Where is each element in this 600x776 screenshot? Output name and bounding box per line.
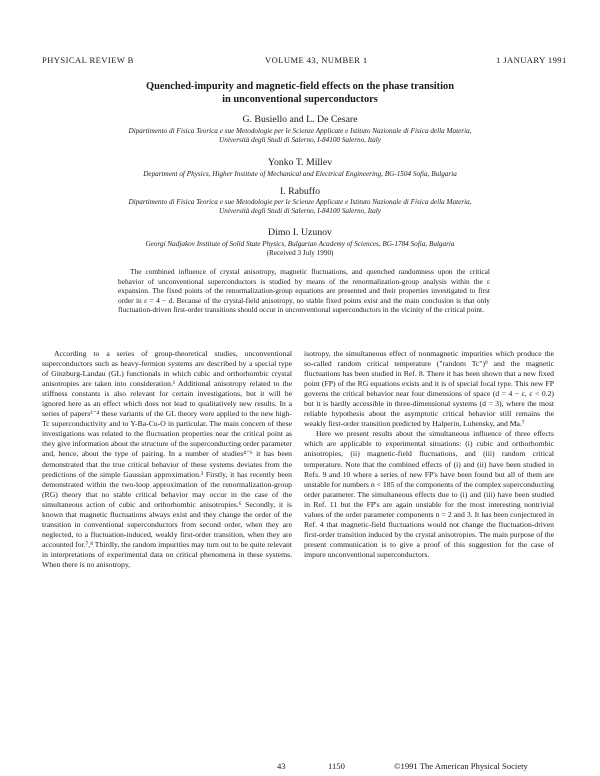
body-paragraph-3: Here we present results about the simultaneous influence of three effects which are applicable to experimental situations: (i) cubic and orthorhombic anisotropies, (ii) magnetic-field fluctuations, and (iii) random critical temperature. Note that the combined effects of (i) and (ii) have been studied in Refs. 9 and 10 where a series of new FP's have been found but all of them are unstable for numbers n < 185 of the components of the complex superconducting order parameter. The simultaneous effects due to (i) and (iii) have been studied in Ref. 11 but the FP's are again unstable for the most interesting nontrivial values of the order parameter components n = 2 and 3. It has been conjectured in Ref. 4 that magnetic-field fluctuations would not change the fluctuation-driven first-order transition induced by the crystal anisotropies. The main purpose of the present communication is to give a proof of this suggestion for the case of impure unconventional superconductors.	[304, 429, 554, 559]
body-paragraph-1: According to a series of group-theoretical studies, unconventional superconductors such as heavy-fermion systems are described by a special type of Ginzburg-Landau (GL) functionals in which cubic and orthorhombic crystal anisotropies are taken into consideration.¹ Additional anisotropy related to the stiffness constants is also relevant for certain investigations, but it will be ignored here as an effect which does not lead to qualitatively new results. In a series of papers²⁻⁴ these variants of the GL theory were applied to the new high-Tc superconductivity and to Y-Ba-Cu-O in particular. The main concern of these investigations was related to the fluctuation properties near the critical point as they give information about the structure of the superconducting order parameter and, hence, about the type of pairing. In a number of studies⁴⁻⁶ it has been demonstrated that the true critical behavior of these systems deviates from the predictions of the simple Gaussian approximation.³ Firstly, it has recently been demonstrated within the two-loop approximation of the renormalization-group (RG) theory that no stable critical behavior may occur in the case of the simultaneous action of cubic and orthorhombic anisotropies.⁶ Secondly, it is known that magnetic fluctuations always exist and they change the order of the transition in conventional superconductors from second order, when they are neglected, to a fluctuation-induced, weakly first-order transition, when they are accounted for.⁷,⁸ Thirdly, the random impurities may turn out to be quite relevant in interpretations of experimental data on critical phenomena in these systems. When there is no anisotropy,	[42, 349, 292, 569]
body-column-left	[42, 349, 292, 570]
abstract: The combined influence of crystal anisotropy, magnetic fluctuations, and quenched randomness upon the critical behavior of unconventional superconductors is studied by means of the renormalization-group analysis within the ε expansion. The fixed points of the renormalization-group equations are presented and their properties investigated to first order in ε = 4 − d. Because of the crystal-field anisotropy, no stable fixed points exist and the main conclusion is that only fluctuation-driven first-order transitions should occur in unconventional superconductors in the vicinity of the critical point.	[118, 267, 490, 315]
affiliation-1: Dipartimento di Fisica Teorica e sue Metodologie per le Scienze Applicate e Istituto Nazionale di Fisica della Materia, Università degli Studi di Salerno, I-84100 Salerno, Italy	[128, 127, 472, 144]
footer-volume: 43	[277, 761, 286, 771]
title-line-2: in unconventional superconductors	[222, 94, 378, 105]
affiliation-3: Dipartimento di Fisica Teorica e sue Metodologie per le Scienze Applicate e Istituto Nazionale di Fisica della Materia, Università degli Studi di Salerno, I-84100 Salerno, Italy	[128, 198, 472, 215]
authors-3: I. Rabuffo	[279, 186, 321, 197]
body-column-right	[304, 349, 554, 560]
body-paragraph-2: isotropy, the simultaneous effect of nonmagnetic impurities which produce the so-called random critical temperature ("random Tc")⁹ and the magnetic fluctuations has been studied in Ref. 8. There it has been shown that a new fixed point (FP) of the RG equations exists and it is of special focal type. This new FP governs the critical behavior near four dimensions of space (d = 4 − ε, ε < 0.2) but it is hardly accessible in three-dimensional systems (d = 3), where the most reliable hypothesis about the asymptotic critical behavior still remains the weakly first-order transition predicted by Halperin, Lubensky, and Ma.⁷	[304, 349, 554, 429]
footer-copyright: ©1991 The American Physical Society	[394, 761, 528, 771]
authors-1: G. Busiello and L. De Cesare	[242, 114, 358, 125]
issue-date: 1 JANUARY 1991	[496, 55, 567, 65]
affiliation-2: Department of Physics, Higher Institute of Mechanical and Electrical Engineering, BG-1504 Sofia, Bulgaria	[143, 170, 457, 178]
affiliation-4: Georgi Nadjakov Institute of Solid State Physics, Bulgarian Academy of Sciences, BG-1784 Sofia, Bulgaria (Received 3 July 1990)	[80, 240, 520, 258]
volume-number: VOLUME 43, NUMBER 1	[265, 55, 368, 65]
journal-name: PHYSICAL REVIEW B	[42, 55, 134, 65]
received-date: (Received 3 July 1990)	[266, 249, 334, 257]
authors-2: Yonko T. Millev	[267, 157, 333, 168]
paper-title	[0, 80, 600, 106]
title-line-1: Quenched-impurity and magnetic-field effects on the phase transition	[146, 81, 454, 92]
footer-page-number: 1150	[328, 761, 345, 771]
authors-4: Dimo I. Uzunov	[268, 227, 332, 238]
